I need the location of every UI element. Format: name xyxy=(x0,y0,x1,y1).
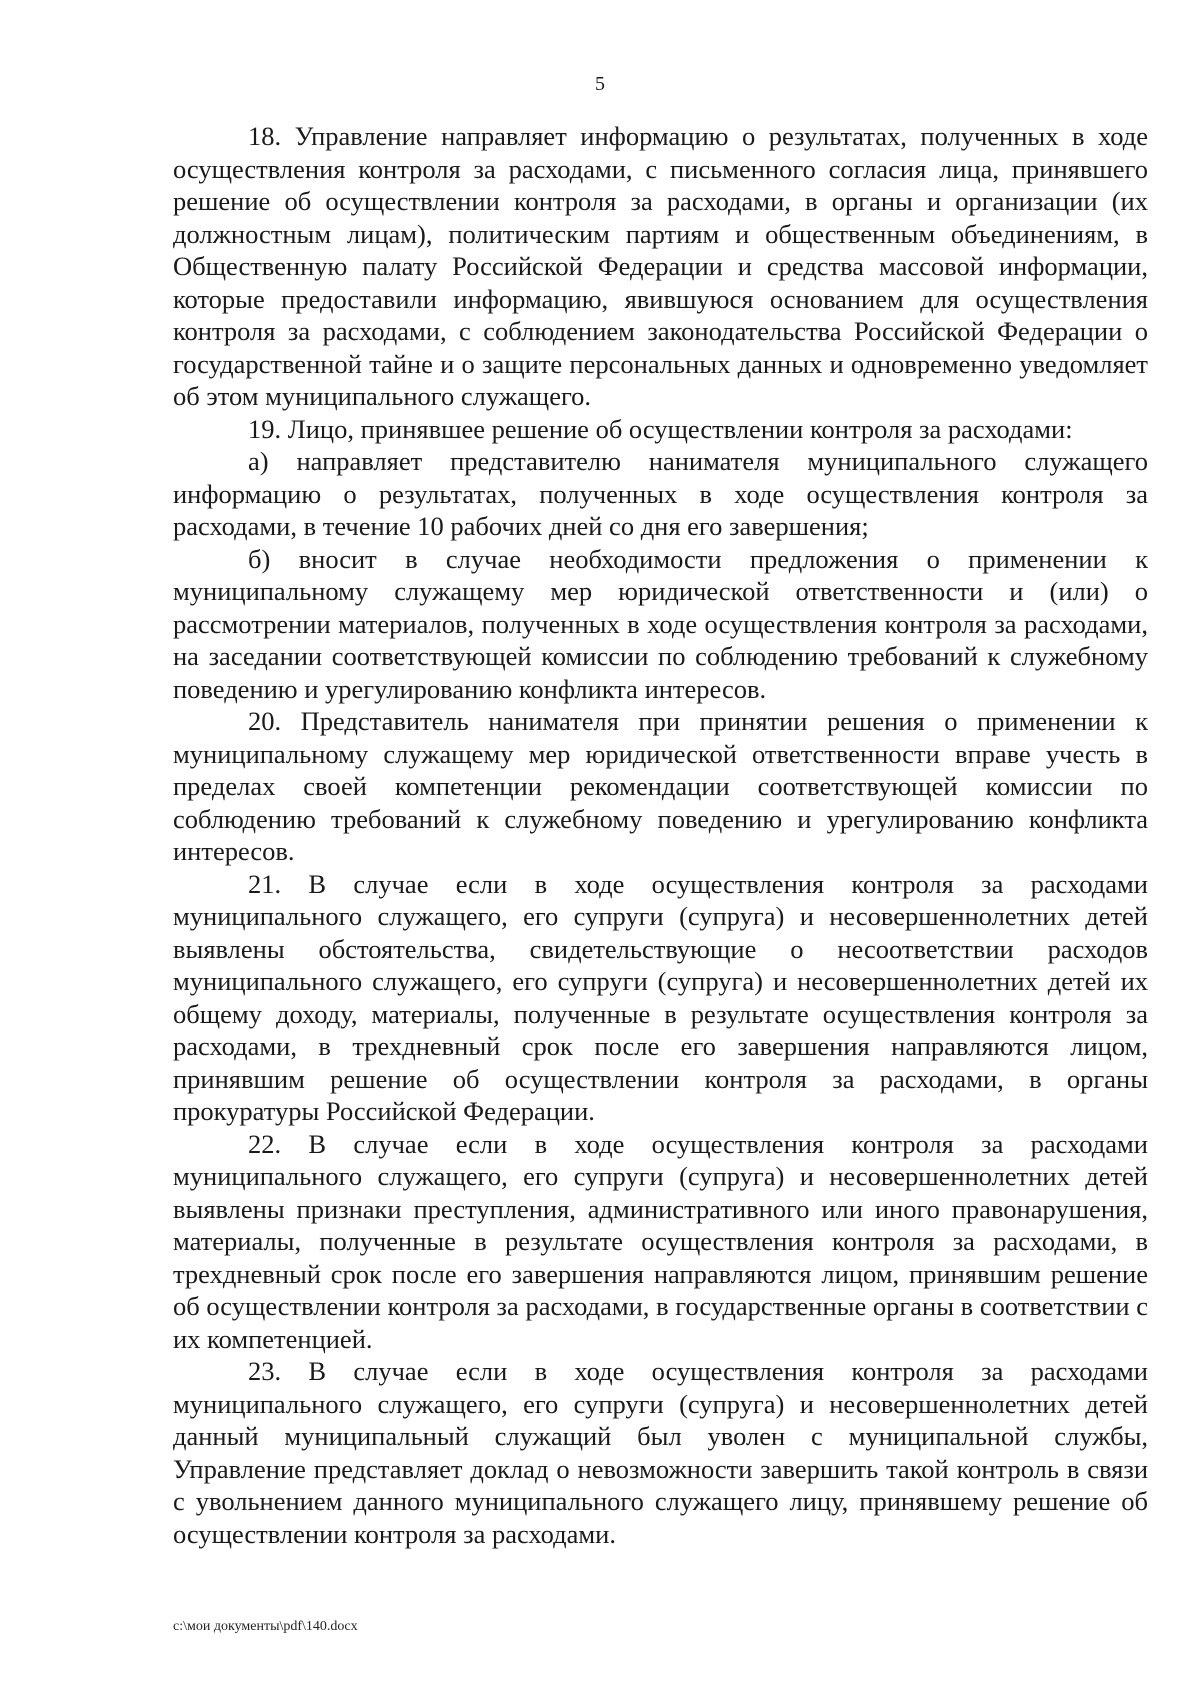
document-body xyxy=(173,120,1148,1550)
paragraph-21: 21. В случае если в ходе осуществления контроля за расходами муниципального служащего, его супруги (супруга) и несовершеннолетних детей выявлены обстоятельства, свидетельствующие о несоответствии расходов муниципального служащего, его супруги (супруга) и несовершеннолетних детей их общему доходу, материалы, полученные в результате осуществления контроля за расходами, в трехдневный срок после его завершения направляются лицом, принявшим решение об осуществлении контроля за расходами, в органы прокуратуры Российской Федерации. xyxy=(173,868,1148,1126)
page-number: 5 xyxy=(595,73,605,95)
paragraph-20: 20. Представитель нанимателя при принятии решения о применении к муниципальному служащему мер юридической ответственности вправе учесть в пределах своей компетенции рекомендации соответствующей комиссии по соблюдению требований к служебному поведению и урегулированию конфликта интересов. xyxy=(173,706,1148,866)
paragraph-19: 19. Лицо, принявшее решение об осуществлении контроля за расходами: xyxy=(248,413,1073,444)
paragraph-23: 23. В случае если в ходе осуществления контроля за расходами муниципального служащего, его супруги (супруга) и несовершеннолетних детей данный муниципальный служащий был уволен с муниципальной службы, Управление представляет доклад о невозможности завершить такой контроль в связи с увольнением данного муниципального служащего лицу, принявшему решение об осуществлении контроля за расходами. xyxy=(173,1356,1148,1549)
paragraph-18: 18. Управление направляет информацию о результатах, полученных в ходе осуществления контроля за расходами, с письменного согласия лица, принявшего решение об осуществлении контроля за расходами, в органы и организации (их должностным лицам), политическим партиям и общественным объединениям, в Общественную палату Российской Федерации и средства массовой информации, которые предоставили информацию, явившуюся основанием для осуществления контроля за расходами, с соблюдением законодательства Российской Федерации о государственной тайне и о защите персональных данных и одновременно уведомляет об этом муниципального служащего. xyxy=(173,121,1148,411)
file-path-footer: c:\мои документы\pdf\140.docx xyxy=(173,1619,358,1634)
paragraph-19a: а) направляет представителю нанимателя муниципального служащего информацию о результатах, полученных в ходе осуществления контроля за расходами, в течение 10 рабочих дней со дня его завершения; xyxy=(173,446,1148,541)
paragraph-19b: б) вносит в случае необходимости предложения о применении к муниципальному служащему мер юридической ответственности и (или) о рассмотрении материалов, полученных в ходе осуществления контроля за расходами, на заседании соответствующей комиссии по соблюдению требований к служебному поведению и урегулированию конфликта интересов. xyxy=(173,543,1148,704)
paragraph-22: 22. В случае если в ходе осуществления контроля за расходами муниципального служащего, его супруги (супруга) и несовершеннолетних детей выявлены признаки преступления, административного или иного правонарушения, материалы, полученные в результате осуществления контроля за расходами, в трехдневный срок после его завершения направляются лицом, принявшим решение об осуществлении контроля за расходами, в государственные органы в соответствии с их компетенцией. xyxy=(173,1128,1148,1354)
